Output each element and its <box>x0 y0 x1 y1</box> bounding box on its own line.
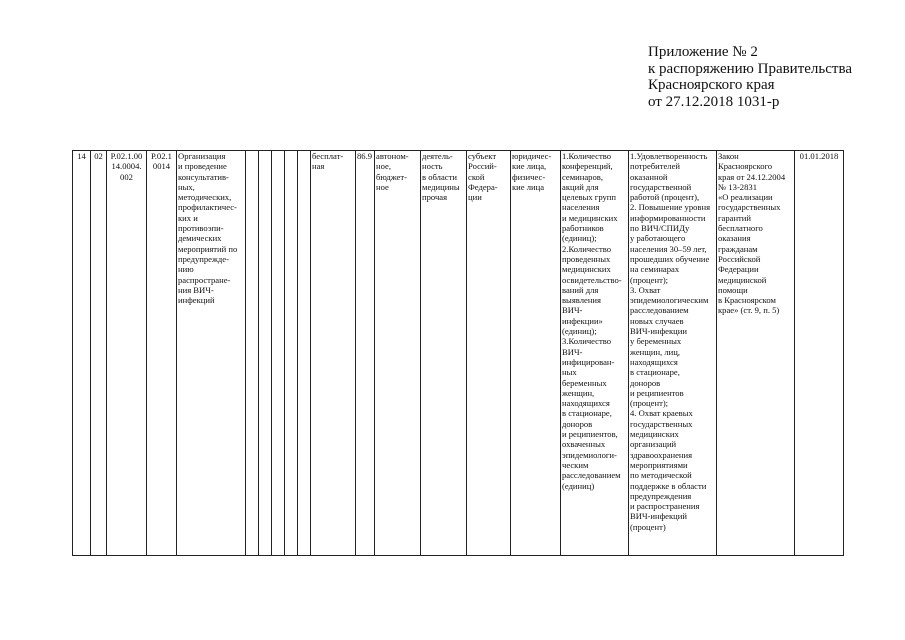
col-divider <box>297 150 298 556</box>
col-divider <box>794 150 795 556</box>
header-line-date: от 27.12.2018 1031-р <box>648 93 780 110</box>
cell-provider-level: субъект Россий- ской Федера- ции <box>468 151 498 203</box>
cell-row-number: 14 <box>77 151 86 161</box>
col-divider <box>90 150 91 556</box>
col-divider <box>310 150 311 556</box>
services-table <box>72 150 844 556</box>
col-divider <box>628 150 629 556</box>
header-line-order: к распоряжению Правительства <box>648 60 853 77</box>
col-divider <box>510 150 511 556</box>
cell-service-name: Организация и проведение консультатив- ных, методических, профилактичес- ких и противоэпи- демических мероприятий по предупрежде- нию распростране- ния ВИЧ- инфекций <box>178 151 238 306</box>
col-divider <box>106 150 107 556</box>
cell-institution-type: автоном- ное, бюджет- ное <box>376 151 409 192</box>
cell-okved: 86.9 <box>356 151 373 161</box>
col-divider <box>716 150 717 556</box>
col-divider <box>843 150 844 556</box>
cell-legal-basis: Закон Красноярского края от 24.12.2004 № 13-2831 «О реализации государственных гарантий бесплатного оказания гражданам Российской Федерации медицинской помощи в Красноярском крае» (ст. 9, п. 5) <box>718 151 786 316</box>
table-border-bottom <box>72 555 844 556</box>
col-divider <box>560 150 561 556</box>
col-divider <box>271 150 272 556</box>
col-divider <box>374 150 375 556</box>
cell-activity: деятель- ность в области медицины прочая <box>422 151 460 203</box>
col-divider <box>146 150 147 556</box>
col-divider <box>258 150 259 556</box>
cell-effective-date: 01.01.2018 <box>799 151 839 161</box>
cell-volume-indicators: 1.Количество конференций, семинаров, акций для целевых групп населения и медицинских работников (единиц); 2.Количество проведенных медицинских освидетельство- ваний для выявления ВИЧ- инфекции» (единиц); 3.Количество ВИЧ- инфицирован- ных беременных женщин, находящихся в стационаре, доноров и реципиентов, охваченных эпидемиологи- ческим расследованием (единиц) <box>562 151 622 491</box>
cell-consumers: юридичес- кие лица, физичес- кие лица <box>512 151 552 192</box>
cell-quality-indicators: 1.Удовлетворенность потребителей оказанной государственной работой (процент), 2. Повышение уровня информированности по ВИЧ/СПИДу у работающего населения 30–59 лет, прошедших обучение на семинарах (процент); 3. Охват эпидемиологическим расследованием новых случаев ВИЧ-инфекции у беременных женщин, лиц, находящихся в стационаре, доноров и реципиентов (процент); 4. Охват краевых государственных медицинских организаций здравоохранения мероприятиями по методической поддержке в области предупреждения и распространения ВИЧ-инфекций (процент) <box>630 151 711 532</box>
col-divider <box>284 150 285 556</box>
col-divider <box>355 150 356 556</box>
cell-code-2: Р.02.1.00 14.0004. 002 <box>110 151 143 182</box>
header-line-region: Красноярского края <box>648 77 775 93</box>
cell-code-3: Р.02.1 0014 <box>151 151 172 172</box>
col-divider <box>420 150 421 556</box>
col-divider <box>176 150 177 556</box>
header-line-appendix: Приложение № 2 <box>648 44 758 60</box>
cell-code-1: 02 <box>94 151 103 161</box>
col-divider <box>466 150 467 556</box>
cell-payment: бесплат- ная <box>312 151 344 172</box>
col-divider <box>72 150 73 556</box>
col-divider <box>245 150 246 556</box>
document-header <box>648 44 852 110</box>
